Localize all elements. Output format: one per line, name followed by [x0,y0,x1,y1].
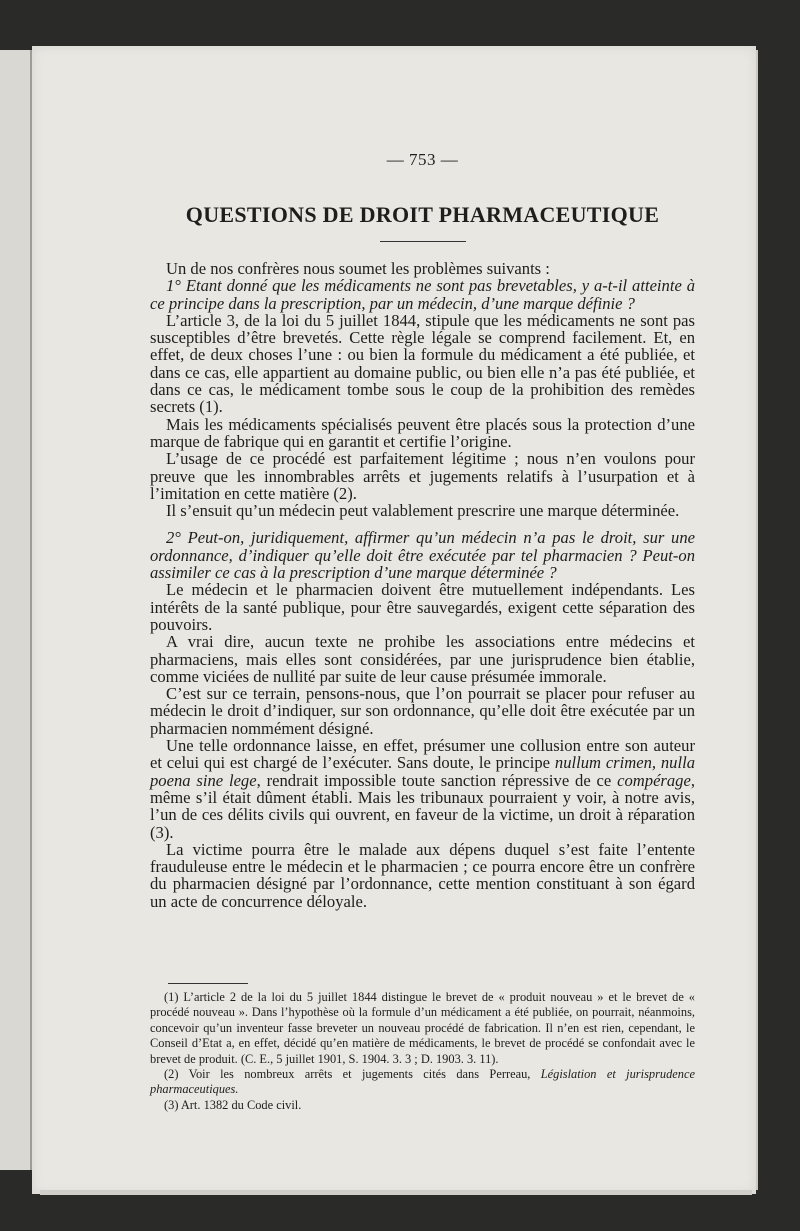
footnote-2-text: (2) Voir les nombreux arrêts et jugements cités dans Perreau, [164,1067,541,1082]
collusion-text-1: Une telle ordonnance laisse, en effet, présumer une collusion entre son auteur et celui qui est chargé de l’exécuter. Sans doute, le principe [150,736,695,773]
paragraph-usage: L’usage de ce procédé est parfaitement légitime ; nous n’en voulons pour preuve que les innombrables arrêts et jugements relatifs à l’usurpation et à l’imitation en cette matière (2). [150,449,695,503]
paragraph-conclusion-1: Il s’ensuit qu’un médecin peut valablement prescrire une marque déterminée. [166,501,680,521]
page-number: — 753 — [386,150,459,169]
paragraph-victime: La victime pourra être le malade aux dépens duquel s’est faite l’entente frauduleuse entre le médecin et le pharmacien ; ce pourra encore être un confrère du pharmacien désigné par l’ordonnance, cette mention constituant à son égard un acte de concurrence déloyale. [150,839,695,911]
collusion-text-2: , rendrait impossible toute sanction répressive de ce [256,770,618,790]
paragraph-article-3: L’article 3, de la loi du 5 juillet 1844, stipule que les médicaments ne sont pas susceptibles d’être brevetés. Cette règle légale se comprend facilement. Et, en effet, de deux choses l’une : ou bien la formule du médicament a été publiée, et dans ce cas, elle appartient au domaine public, ou bien elle n’a pas été publiée, et dans ce cas, le médicament tombe sous le coup de la prohibition des remèdes secrets (1). [150,310,695,417]
latin-maxim: nullum crimen, nulla poena sine lege [150,753,695,790]
question-1: 1° Etant donné que les médicaments ne sont pas brevetables, y a-t-il atteinte à ce principe dans la prescription, par un médecin, d’une marque définie ? [150,276,695,313]
page-title: QUESTIONS DE DROIT PHARMACEUTIQUE [185,202,660,227]
question-2: 2° Peut-on, juridiquement, affirmer qu’un médecin n’a pas le droit, sur une ordonnance, d’indiquer qu’elle doit être exécutée par tel pharmacien ? Peut-on assimiler ce cas à la prescription d’une marque déterminée ? [150,528,695,583]
footnote-2-title: Législation et jurisprudence pharmaceutiques. [150,1067,695,1097]
footnote-divider [168,983,248,984]
collusion-text-3: , même s’il était dûment établi. Mais les tribunaux pourraient y voir, à notre avis, l’un de ces délits civils qui ouvrent, en faveur de la victime, un droit à réparation (3). [150,770,696,842]
document-page [32,46,756,1194]
previous-page-edge [0,50,32,1170]
paragraph-collusion [150,737,695,841]
paragraph-marque: Mais les médicaments spécialisés peuvent être placés sous la protection d’une marque de fabrique qui en garantit et certifie l’origine. [150,414,695,451]
title-divider [380,241,466,242]
paragraph-intro: Un de nos confrères nous soumet les problèmes suivants : [166,259,550,278]
footnotes [150,990,695,1113]
comperage-term: compérage [617,770,691,790]
page-edge-bottom [40,1190,752,1195]
paragraph-terrain: C’est sur ce terrain, pensons-nous, que l’on pourrait se placer pour refuser au médecin le droit d’indiquer, sur son ordonnance, qu’elle doit être exécutée par un pharmacien nommément désigné. [150,684,695,738]
footnote-2 [150,1067,695,1098]
paragraph-independance: Le médecin et le pharmacien doivent être mutuellement indépendants. Les intérêts de la santé publique, pour être sauvegardés, exigent cette séparation des pouvoirs. [150,580,695,634]
footnote-3: (3) Art. 1382 du Code civil. [164,1097,302,1112]
footnote-1: (1) L’article 2 de la loi du 5 juillet 1844 distingue le brevet de « produit nouveau » et le brevet de « procédé nouveau ». Dans l’hypothèse où la formule d’un médicament a été publiée, on pourrait, néanmoins, concevoir qu’un inventeur fasse breveter un nouveau procédé de fabrication. Il n’en est rien, cependant, le Conseil d’Etat a, en effet, décidé qu’en matière de médicaments, le brevet de procédé se confondait avec le brevet de produit. (C. E., 5 juillet 1901, S. 1904. 3. 3 ; D. 1903. 3. 11). [150,990,695,1066]
article-body [150,260,695,910]
paragraph-associations: A vrai dire, aucun texte ne prohibe les associations entre médecins et pharmaciens, mais elles sont considérées, par une jurisprudence bien établie, comme viciées de nullité par suite de leur cause présumée immorale. [150,632,695,686]
